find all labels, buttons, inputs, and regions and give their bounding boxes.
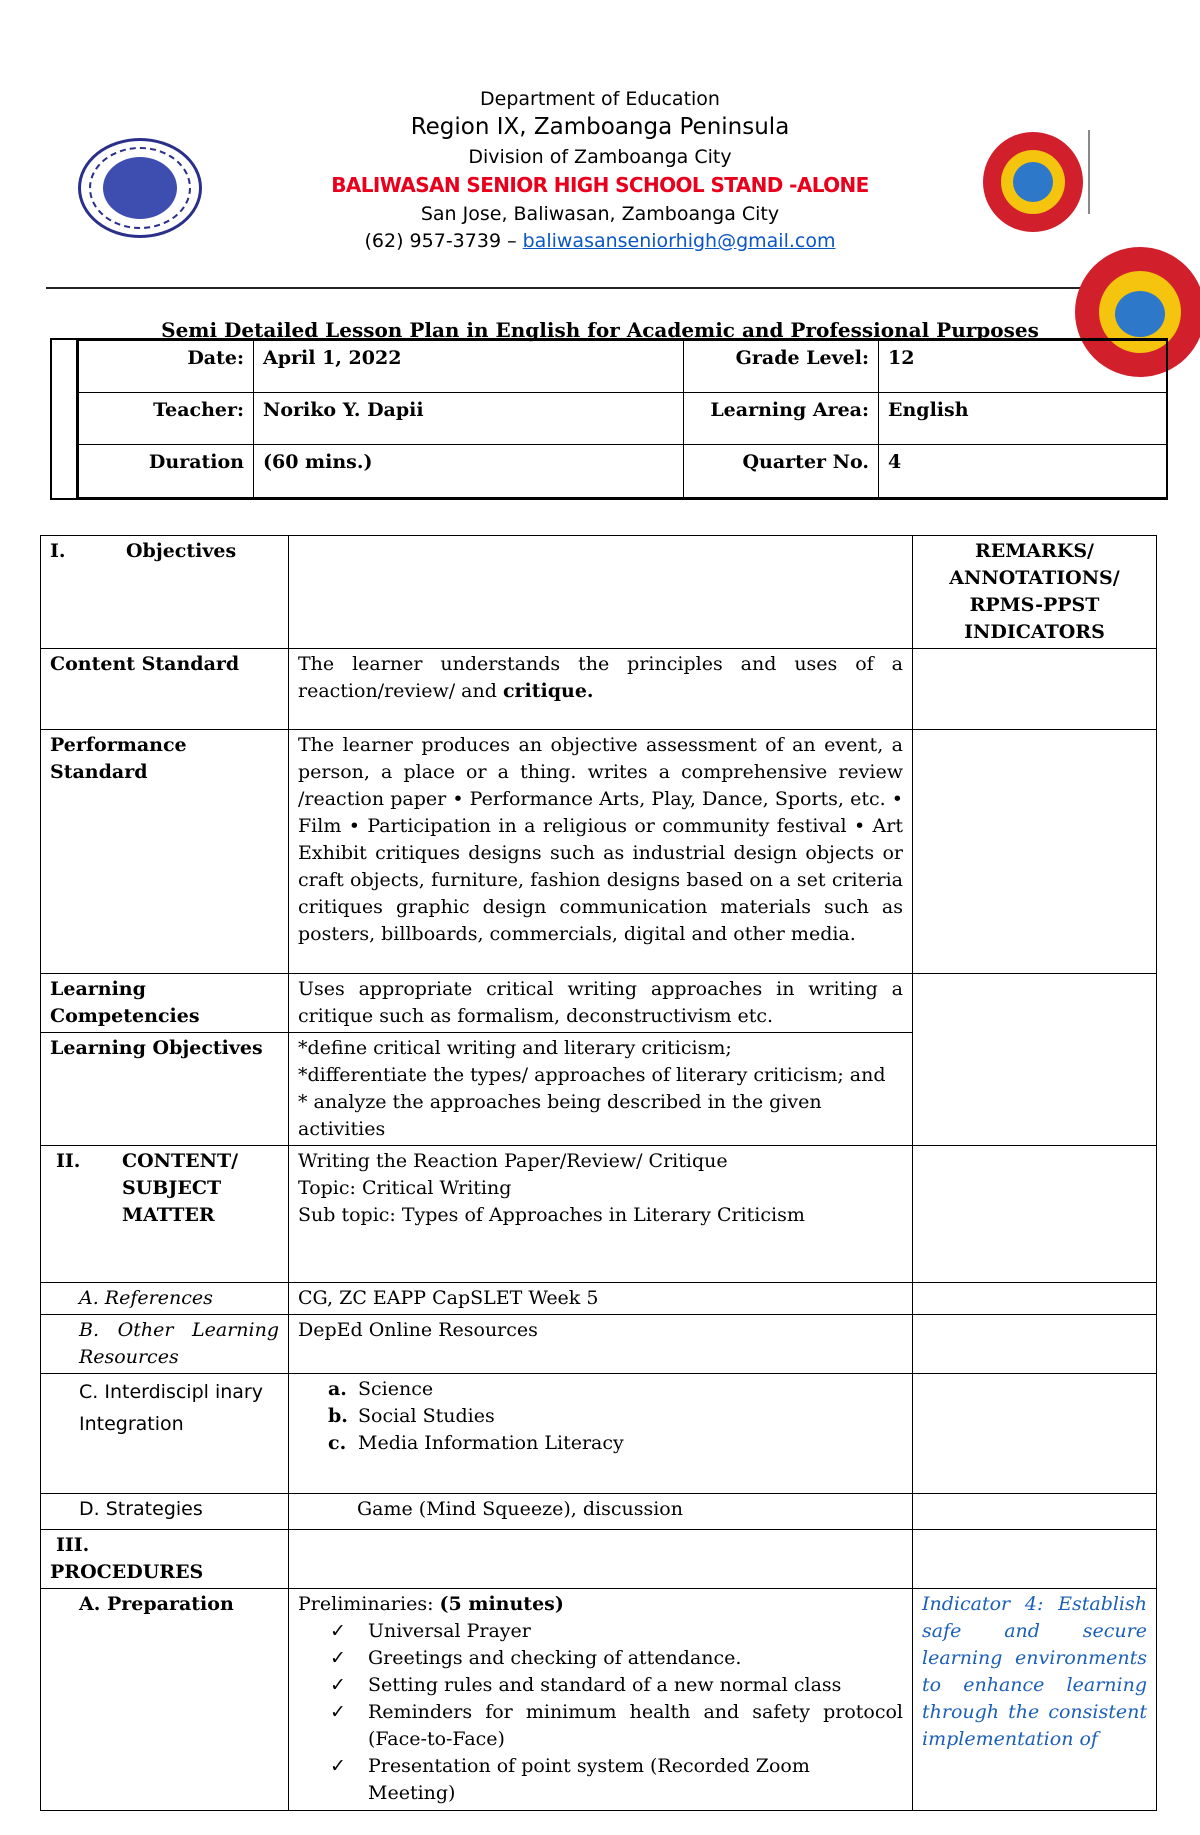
- competencies-label: Learning Competencies: [41, 974, 289, 1033]
- strategies-label: D. Strategies: [41, 1494, 289, 1530]
- table-row: [41, 1315, 1157, 1374]
- table-row: [41, 1146, 1157, 1283]
- content-standard-label: Content Standard: [41, 649, 289, 730]
- references-value: CG, ZC EAPP CapSLET Week 5: [289, 1283, 913, 1315]
- list-item: c. Media Information Literacy: [328, 1432, 624, 1454]
- learning-objectives-label: Learning Objectives: [41, 1033, 289, 1146]
- teacher-value: Noriko Y. Dapii: [254, 393, 684, 445]
- content-lines: Writing the Reaction Paper/Review/ Critique Topic: Critical Writing Sub topic: Types of Approaches in Literary Criticism: [289, 1146, 913, 1283]
- competencies-text: Uses appropriate critical writing approaches in writing a critique such as formalism, deconstructivism etc.: [289, 974, 913, 1033]
- duration-value: (60 mins.): [254, 445, 684, 498]
- contact-line: [0, 230, 1200, 257]
- content-number: II.: [56, 1150, 81, 1172]
- table-row: [41, 1374, 1157, 1494]
- table-row: [41, 1589, 1157, 1811]
- region-name: Region IX, Zamboanga Peninsula: [410, 114, 790, 140]
- preliminaries-time: (5 minutes): [439, 1593, 564, 1615]
- content-cell: [41, 1146, 289, 1283]
- content-label: CONTENT/ SUBJECT MATTER: [122, 1150, 239, 1226]
- list-item: a. Science: [328, 1378, 434, 1400]
- strategies-value: Game (Mind Squeeze), discussion: [289, 1494, 913, 1530]
- header-rule: [46, 287, 1161, 289]
- indicator-text: Indicator 4: Establish safe and secure learning environments to enhance learning through the consistent implementation of: [913, 1589, 1157, 1811]
- table-row: [41, 1530, 1157, 1589]
- grade-value: 12: [879, 341, 1168, 393]
- performance-standard-text: The learner produces an objective assessment of an event, a person, a place or a thing. writes a comprehensive review /reaction paper • Performance Arts, Play, Dance, Sports, etc. • Film • Participation in a religious or community festival • Art Exhibit critiques designs such as industrial design objects or craft objects, furniture, fashion designs based on a set criteria critiques graphic design communication materials such as posters, billboards, commercials, digital and other media.: [289, 730, 913, 974]
- list-item: * analyze the approaches being described in the given activities: [298, 1091, 822, 1140]
- table-row: [41, 730, 1157, 974]
- procedures-cell: [41, 1530, 289, 1589]
- list-item: ✓ Presentation of point system (Recorded Zoom Meeting): [318, 1753, 903, 1807]
- preliminaries-cell: [289, 1589, 913, 1811]
- remarks-header: REMARKS/ ANNOTATIONS/ RPMS-PPST INDICATORS: [913, 536, 1157, 649]
- other-resources-label: B. Other Learning Resources: [41, 1315, 289, 1374]
- table-row: [41, 1494, 1157, 1530]
- integration-label: C. Interdiscipl inary Integration: [41, 1374, 289, 1494]
- content-standard-text: The learner understands the principles and uses of a reaction/review/ and critique.: [289, 649, 913, 730]
- phone-number: (62) 957-3739 –: [364, 230, 517, 252]
- references-label: A. References: [41, 1283, 289, 1315]
- division-name: Division of Zamboanga City: [468, 146, 732, 168]
- grade-label: Grade Level:: [684, 341, 879, 393]
- list-item: ✓ Greetings and checking of attendance.: [318, 1645, 903, 1672]
- list-item: ✓ Universal Prayer: [318, 1618, 903, 1645]
- school-seal-icon: [983, 132, 1083, 232]
- divider: [1088, 130, 1090, 214]
- objectives-cell: [41, 536, 289, 649]
- preliminaries-label: Preliminaries:: [298, 1593, 434, 1615]
- date-label: Date:: [79, 341, 254, 393]
- objectives-number: I.: [50, 540, 66, 562]
- duration-label: Duration: [79, 445, 254, 498]
- procedures-number: III.: [56, 1534, 90, 1556]
- table-row: [41, 649, 1157, 730]
- quarter-value: 4: [879, 445, 1168, 498]
- table-row: [41, 974, 1157, 1033]
- list-item: *define critical writing and literary criticism;: [298, 1037, 732, 1059]
- integration-list: [289, 1374, 913, 1494]
- table-row: [41, 1283, 1157, 1315]
- school-address: San Jose, Baliwasan, Zamboanga City: [420, 203, 780, 225]
- email-link[interactable]: baliwasanseniorhigh@gmail.com: [522, 230, 836, 252]
- list-item: ✓ Reminders for minimum health and safety protocol (Face-to-Face): [318, 1699, 903, 1753]
- other-resources-value: DepEd Online Resources: [289, 1315, 913, 1374]
- objectives-label: Objectives: [126, 540, 237, 562]
- procedures-label: PROCEDURES: [50, 1561, 204, 1583]
- list-item: *differentiate the types/ approaches of literary criticism; and: [298, 1064, 886, 1086]
- quarter-label: Quarter No.: [684, 445, 879, 498]
- lesson-plan-table: [40, 535, 1157, 1811]
- school-name: BALIWASAN SENIOR HIGH SCHOOL STAND -ALONE: [331, 173, 869, 197]
- lesson-info-table: [50, 338, 1168, 500]
- department-name: Department of Education: [480, 88, 720, 110]
- teacher-label: Teacher:: [79, 393, 254, 445]
- list-item: b. Social Studies: [328, 1405, 495, 1427]
- table-row: [41, 536, 1157, 649]
- list-item: ✓ Setting rules and standard of a new normal class: [318, 1672, 903, 1699]
- area-value: English: [879, 393, 1168, 445]
- preparation-label: A. Preparation: [41, 1589, 289, 1811]
- learning-objectives-list: [289, 1033, 913, 1146]
- date-value: April 1, 2022: [254, 341, 684, 393]
- area-label: Learning Area:: [684, 393, 879, 445]
- performance-standard-label: Performance Standard: [41, 730, 289, 974]
- page-title: Semi Detailed Lesson Plan in English for Academic and Professional Purposes: [161, 318, 1039, 342]
